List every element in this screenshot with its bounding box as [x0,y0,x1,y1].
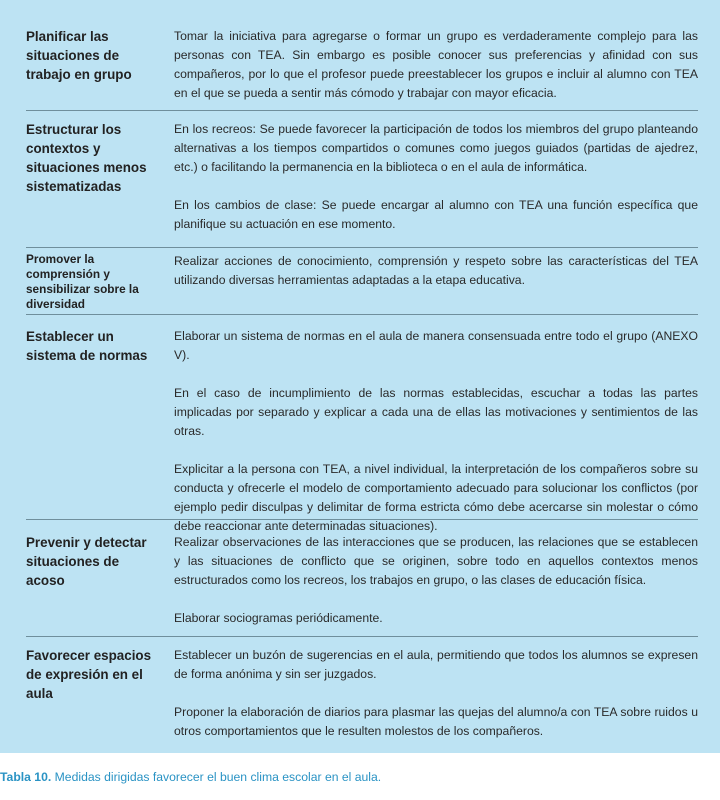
description-paragraph: Elaborar un sistema de normas en el aula de manera consensuada entre todo el grupo (ANEXO V). [174,329,698,362]
description-paragraph: Realizar acciones de conocimiento, comprensión y respeto sobre las características del TEA utilizando diversas herramientas adaptadas a la etapa educativa. [174,254,698,287]
description-paragraph: Elaborar sociogramas periódicamente. [174,611,383,625]
row-topic: Prevenir y detectar situaciones de acoso [26,535,147,588]
table-row [26,646,698,746]
table-row [26,533,698,637]
row-topic: Planificar las situaciones de trabajo en grupo [26,29,132,82]
row-topic: Estructurar los contextos y situaciones menos sistematizadas [26,122,147,194]
row-description [174,27,698,103]
caption-text: Medidas dirigidas favorecer el buen clima escolar en el aula. [54,770,382,784]
row-topic: Promover la comprensión y sensibilizar sobre la diversidad [26,252,139,311]
description-paragraph: En el caso de incumplimiento de las normas establecidas, escuchar a todas las partes implicadas por separado y explicar a cada una de ellas las motivaciones y sentimientos de las otras. [174,386,698,438]
row-description [174,252,698,290]
row-description [174,533,698,628]
description-paragraph: Realizar observaciones de las interacciones que se producen, las relaciones que se establecen y las situaciones de conflicto que se originen, sobre todo en aquellos contextos menos estructurados como los recreos, los trabajos en grupo, o las clases de educación física. [174,535,698,587]
row-topic: Establecer un sistema de normas [26,329,148,363]
table-row [26,327,698,533]
description-paragraph: En los recreos: Se puede favorecer la participación de todos los miembros del grupo planteando alternativas a los tiempos compartidos o comunes como juegos guiados (partidas de ajedrez, etc.) o facilitando la permanencia en la biblioteca o en el aula de informática. [174,122,698,174]
row-description [174,646,698,741]
caption-label: Tabla 10. [0,770,52,784]
row-topic: Favorecer espacios de expresión en el aula [26,648,152,701]
description-paragraph: Explicitar a la persona con TEA, a nivel individual, la interpretación de los compañeros sobre su conducta y ofrecerle el modelo de comportamiento adecuado para solucionar los conflictos (por ejemplo pedir disculpas y delimitar de forma estricta cómo debe acercarse sin molestar o cómo debe reaccionar ante determinadas situaciones). [174,462,698,533]
description-paragraph: En los cambios de clase: Se puede encargar al alumno con TEA una función específica que planifique su actuación en ese momento. [174,198,698,231]
table-row [26,120,698,248]
row-description [174,120,698,234]
description-paragraph: Proponer la elaboración de diarios para plasmar las quejas del alumno/a con TEA sobre ruidos u otros comportamientos que le resulten molestos de los compañeros. [174,705,698,738]
description-paragraph: Establecer un buzón de sugerencias en el aula, permitiendo que todos los alumnos se expresen de forma anónima y sin ser juzgados. [174,648,698,681]
table-row [26,252,698,315]
row-description [174,327,698,536]
description-paragraph: Tomar la iniciativa para agregarse o formar un grupo es verdaderamente complejo para las personas con TEA. Sin embargo es posible conocer sus preferencias y afinidad con sus compañeros, por lo que el profesor puede preestablecer los grupos e incluir al alumno con TEA en el que se pueda a sentir más cómodo y trabajar con mayor eficacia. [174,29,698,100]
table-caption [0,770,381,784]
table-row [26,27,698,111]
